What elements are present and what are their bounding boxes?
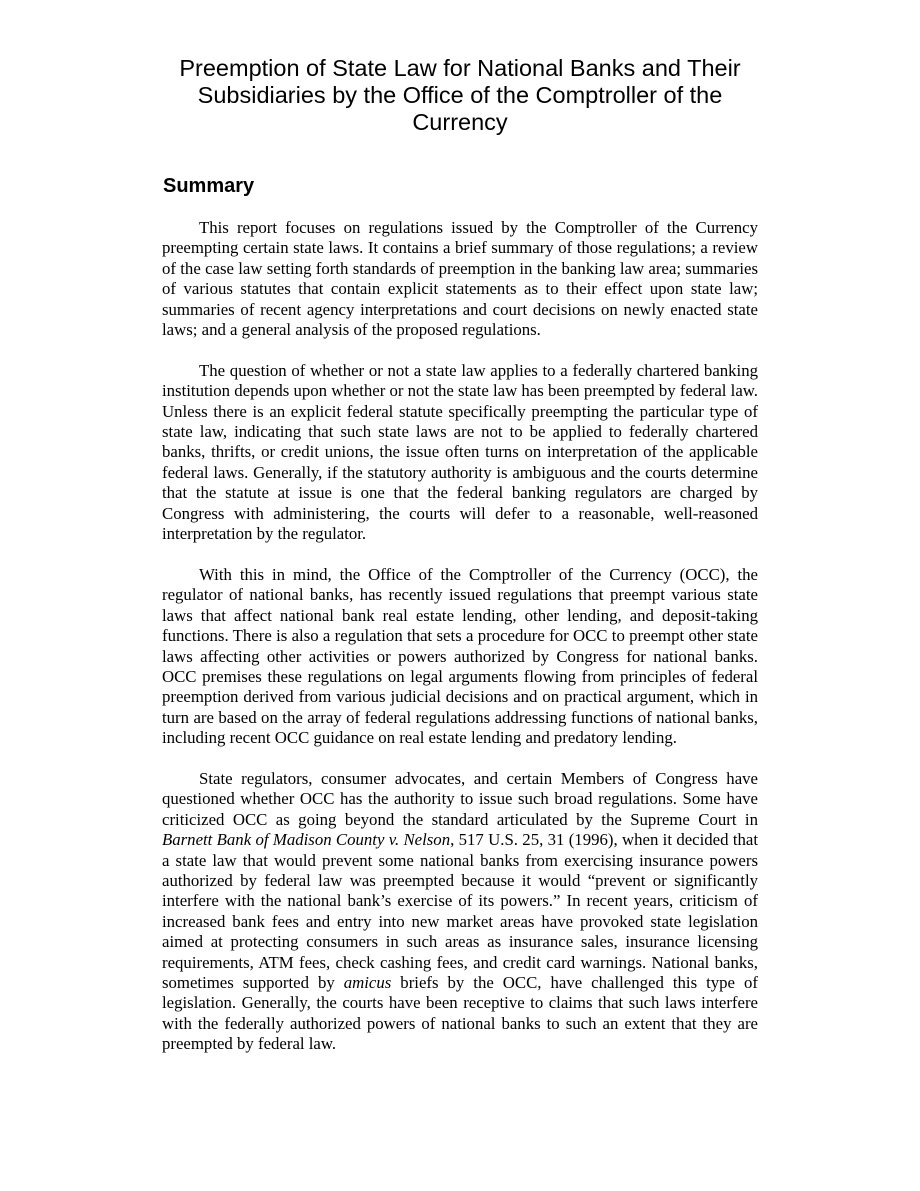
paragraph-1: This report focuses on regulations issued by the Comptroller of the Currency preempting certain state laws. It contains a brief summary of those regulations; a review of the case law setting forth standards of preemption in the banking law area; summaries of various statutes that contain explicit statements as to their effect upon state law; summaries of recent agency interpretations and court decisions on newly enacted state laws; and a general analysis of the proposed regulations. xyxy=(162,218,758,340)
paragraph-4-part-2: , 517 U.S. 25, 31 (1996), when it decided that a state law that would prevent some national banks from exercising insurance powers authorized by federal law was preempted because it would “prevent or significantly interfere with the national bank’s exercise of its powers.” In recent years, criticism of increased bank fees and entry into new market areas have provoked state legislation aimed at protecting consumers in such areas as insurance sales, insurance licensing requirements, ATM fees, check cashing fees, and credit card warnings. National banks, sometimes supported by xyxy=(162,830,758,992)
section-heading-summary: Summary xyxy=(163,175,255,197)
summary-body xyxy=(162,218,758,1055)
document-title xyxy=(150,55,770,136)
title-line-3: Currency xyxy=(412,109,508,135)
title-line-1: Preemption of State Law for National Banks and Their xyxy=(179,55,741,81)
paragraph-4-part-3: briefs by the OCC, have challenged this type of legislation. Generally, the courts have been receptive to claims that such laws interfere with the federally authorized powers of national banks to such an extent that they are preempted by federal law. xyxy=(162,972,758,1054)
title-line-2: Subsidiaries by the Office of the Comptroller of the xyxy=(197,82,723,108)
paragraph-4-part-1: State regulators, consumer advocates, and certain Members of Congress have questioned whether OCC has the authority to issue such broad regulations. Some have criticized OCC as going beyond the standard articulated by the Supreme Court in xyxy=(162,768,758,829)
case-citation: Barnett Bank of Madison County v. Nelson xyxy=(162,830,451,850)
paragraph-4 xyxy=(162,769,758,1055)
paragraph-2: The question of whether or not a state law applies to a federally chartered banking institution depends upon whether or not the state law has been preempted by federal law. Unless there is an explicit federal statute specifically preempting the particular type of state law, indicating that such state laws are not to be applied to federally chartered banks, thrifts, or credit unions, the issue often turns on interpretation of the applicable federal laws. Generally, if the statutory authority is ambiguous and the courts determine that the statute at issue is one that the federal banking regulators are charged by Congress with administering, the courts will defer to a reasonable, well-reasoned interpretation by the regulator. xyxy=(162,360,758,544)
paragraph-3: With this in mind, the Office of the Comptroller of the Currency (OCC), the regulator of national banks, has recently issued regulations that preempt various state laws that affect national bank real estate lending, other lending, and deposit-taking functions. There is also a regulation that sets a procedure for OCC to preempt other state laws affecting other activities or powers authorized by Congress for national banks. OCC premises these regulations on legal arguments flowing from principles of federal preemption derived from various judicial decisions and on practical argument, which in turn are based on the array of federal regulations addressing functions of national banks, including recent OCC guidance on real estate lending and predatory lending. xyxy=(162,564,758,748)
amicus-term: amicus xyxy=(343,972,392,992)
